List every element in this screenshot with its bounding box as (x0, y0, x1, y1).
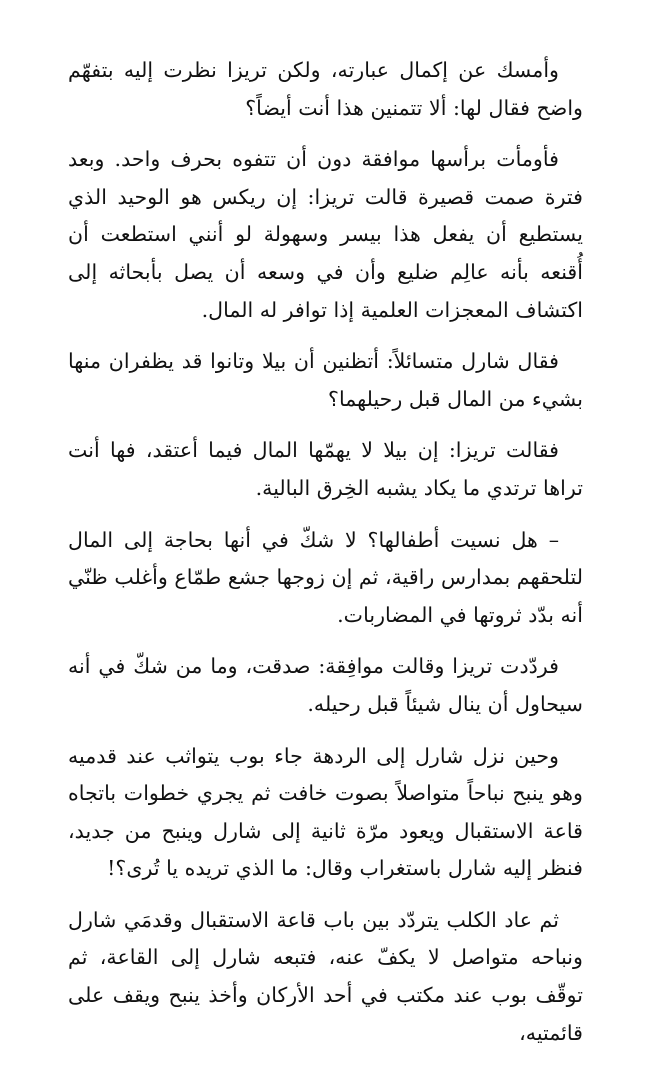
paragraph-3: فقال شارل متسائلاً: أتظنين أن بيلا وتانوا قد يظفران منها بشيء من المال قبل رحيلهما؟ (68, 349, 583, 411)
paragraph-1: وأمسك عن إكمال عبارته، ولكن تريزا نظرت إليه بتفهّم واضح فقال لها: ألا تتمنين هذا أنت أيضاً؟ (68, 58, 583, 120)
paragraph-6: فردّدت تريزا وقالت موافِقة: صدقت، وما من شكّ في أنه سيحاول أن ينال شيئاً قبل رحيله. (68, 654, 583, 716)
paragraph-8: ثم عاد الكلب يتردّد بين باب قاعة الاستقبال وقدمَي شارل ونباحه متواصل لا يكفّ عنه، فتبعه شارل إلى القاعة، ثم توقّف بوب عند مكتب في أحد الأركان وأخذ ينبح ويقف على قائمتيه، (68, 907, 583, 1045)
paragraph-7: وحين نزل شارل إلى الردهة جاء بوب يتواثب عند قدميه وهو ينبح نباحاً متواصلاً بصوت خافت ثم يجري خطوات باتجاه قاعة الاستقبال ويعود مرّة ثانية إلى شارل وينبح من جديد، فنظر إليه شارل باستغراب وقال: ما الذي تريده يا تُرى؟! (68, 743, 583, 881)
paragraph-5-dialogue: – هل نسيت أطفالها؟ لا شكّ في أنها بحاجة إلى المال لتلحقهم بمدارس راقية، ثم إن زوجها جشع طمّاع وأغلب ظنّي أنه بدّد ثروتها في المضاربات. (68, 527, 583, 627)
paragraph-4: فقالت تريزا: إن بيلا لا يهمّها المال فيما أعتقد، فها أنت تراها ترتدي ما يكاد يشبه الخِرق البالية. (68, 438, 583, 500)
book-page (68, 52, 583, 1066)
paragraph-2: فأومأت برأسها موافقة دون أن تتفوه بحرف واحد. وبعد فترة صمت قصيرة قالت تريزا: إن ريكس هو الوحيد الذي يستطيع أن يفعل هذا بيسر وسهولة لو أنني استطعت أن أُقنعه بأنه عالِم ضليع وأن في وسعه أن يصل بأبحاثه إلى اكتشاف المعجزات العلمية إذا توافر له المال. (68, 147, 583, 322)
